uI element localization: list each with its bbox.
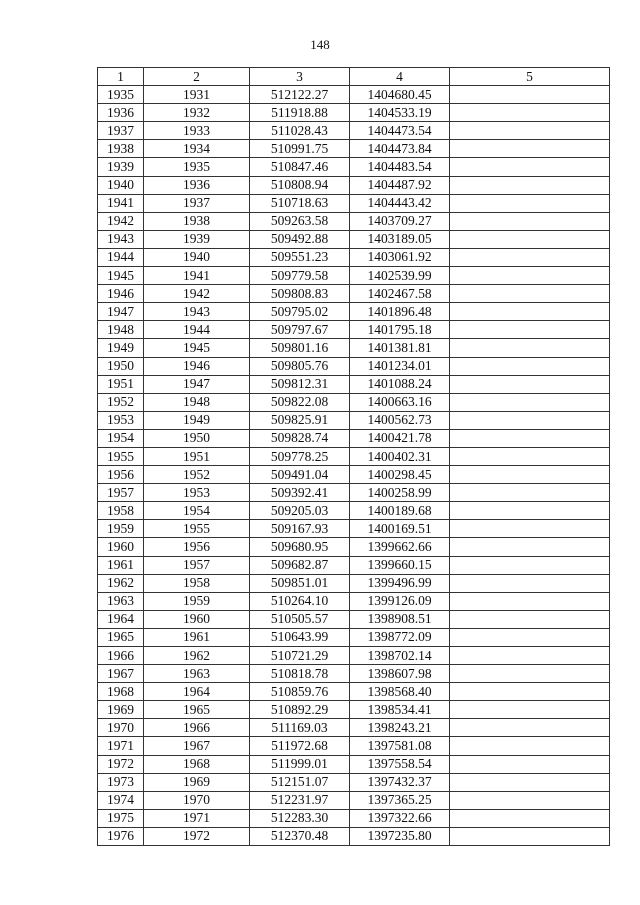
table-cell — [450, 628, 610, 646]
table-cell: 1398607.98 — [350, 665, 450, 683]
table-cell: 1938 — [98, 140, 144, 158]
table-row — [98, 212, 610, 230]
table-cell: 509492.88 — [250, 230, 350, 248]
table-cell — [450, 719, 610, 737]
table-cell — [450, 339, 610, 357]
table-cell — [450, 737, 610, 755]
table-cell — [450, 502, 610, 520]
table-cell: 1404533.19 — [350, 104, 450, 122]
table-cell — [450, 285, 610, 303]
table-cell: 510718.63 — [250, 194, 350, 212]
table-cell: 1944 — [144, 321, 250, 339]
table-cell: 1404680.45 — [350, 86, 450, 104]
table-cell: 1952 — [144, 466, 250, 484]
table-cell: 1972 — [98, 755, 144, 773]
table-cell: 1954 — [98, 429, 144, 447]
table-cell: 1963 — [98, 592, 144, 610]
table-cell: 1949 — [98, 339, 144, 357]
table-cell: 1971 — [98, 737, 144, 755]
table-cell: 511918.88 — [250, 104, 350, 122]
table-cell: 509491.04 — [250, 466, 350, 484]
table-cell: 509795.02 — [250, 303, 350, 321]
table-cell: 1939 — [144, 230, 250, 248]
table-cell: 1962 — [98, 574, 144, 592]
table-row — [98, 285, 610, 303]
table-cell: 1404487.92 — [350, 176, 450, 194]
table-cell: 1934 — [144, 140, 250, 158]
table-row — [98, 86, 610, 104]
table-cell: 1975 — [98, 809, 144, 827]
table-cell: 509805.76 — [250, 357, 350, 375]
table-cell: 1400298.45 — [350, 466, 450, 484]
table-cell: 509205.03 — [250, 502, 350, 520]
table-cell: 1950 — [144, 429, 250, 447]
table-cell: 1404473.54 — [350, 122, 450, 140]
table-cell: 511999.01 — [250, 755, 350, 773]
table-cell: 1397235.80 — [350, 827, 450, 845]
table-row — [98, 647, 610, 665]
table-cell: 1931 — [144, 86, 250, 104]
table-cell: 1940 — [144, 248, 250, 266]
table-cell: 1966 — [144, 719, 250, 737]
table-cell: 1955 — [98, 447, 144, 465]
table-cell — [450, 176, 610, 194]
table-cell: 1954 — [144, 502, 250, 520]
table-cell — [450, 574, 610, 592]
table-cell: 1400663.16 — [350, 393, 450, 411]
table-cell: 1945 — [144, 339, 250, 357]
table-cell: 511169.03 — [250, 719, 350, 737]
table-cell: 1970 — [98, 719, 144, 737]
table-row — [98, 267, 610, 285]
table-cell: 1400189.68 — [350, 502, 450, 520]
table-cell: 1403061.92 — [350, 248, 450, 266]
table-cell: 1397581.08 — [350, 737, 450, 755]
table-cell: 509778.25 — [250, 447, 350, 465]
column-header: 2 — [144, 68, 250, 86]
table-cell: 1399496.99 — [350, 574, 450, 592]
table-row — [98, 375, 610, 393]
table-cell: 1957 — [144, 556, 250, 574]
table-cell — [450, 683, 610, 701]
table-cell — [450, 230, 610, 248]
table-row — [98, 303, 610, 321]
table-cell: 509825.91 — [250, 411, 350, 429]
table-cell: 512151.07 — [250, 773, 350, 791]
table-cell: 509801.16 — [250, 339, 350, 357]
table-cell — [450, 647, 610, 665]
table-cell: 1969 — [98, 701, 144, 719]
table-cell: 1949 — [144, 411, 250, 429]
table-cell: 1947 — [98, 303, 144, 321]
table-cell: 1962 — [144, 647, 250, 665]
table-row — [98, 719, 610, 737]
table-cell: 1945 — [98, 267, 144, 285]
table-cell: 1938 — [144, 212, 250, 230]
table-cell — [450, 375, 610, 393]
table-cell: 1937 — [98, 122, 144, 140]
table-cell: 512283.30 — [250, 809, 350, 827]
table-row — [98, 773, 610, 791]
table-cell: 512122.27 — [250, 86, 350, 104]
table-cell — [450, 212, 610, 230]
table-cell: 1960 — [98, 538, 144, 556]
table-cell — [450, 122, 610, 140]
table-row — [98, 122, 610, 140]
table-cell: 510264.10 — [250, 592, 350, 610]
table-cell: 1963 — [144, 665, 250, 683]
table-cell: 1398702.14 — [350, 647, 450, 665]
table-row — [98, 592, 610, 610]
column-header: 5 — [450, 68, 610, 86]
table-cell: 1946 — [98, 285, 144, 303]
table-cell: 509822.08 — [250, 393, 350, 411]
table-cell: 1961 — [98, 556, 144, 574]
table-row — [98, 447, 610, 465]
table-cell: 1941 — [144, 267, 250, 285]
table-cell: 1953 — [144, 484, 250, 502]
table-cell: 1950 — [98, 357, 144, 375]
table-cell: 1976 — [98, 827, 144, 845]
table-cell: 1397365.25 — [350, 791, 450, 809]
table-row — [98, 574, 610, 592]
table-cell: 1399662.66 — [350, 538, 450, 556]
table-cell: 1401896.48 — [350, 303, 450, 321]
table-cell: 1967 — [144, 737, 250, 755]
table-header — [98, 68, 610, 86]
table-cell: 1397558.54 — [350, 755, 450, 773]
table-cell — [450, 701, 610, 719]
table-cell — [450, 809, 610, 827]
table-cell: 509263.58 — [250, 212, 350, 230]
table-cell — [450, 429, 610, 447]
column-header: 3 — [250, 68, 350, 86]
table-cell: 1933 — [144, 122, 250, 140]
table-cell: 1936 — [144, 176, 250, 194]
table-row — [98, 230, 610, 248]
table-cell: 1958 — [98, 502, 144, 520]
table-cell: 1970 — [144, 791, 250, 809]
column-header: 1 — [98, 68, 144, 86]
table-cell: 1404473.84 — [350, 140, 450, 158]
table-cell: 1402539.99 — [350, 267, 450, 285]
table-cell: 1940 — [98, 176, 144, 194]
table-cell: 1965 — [98, 628, 144, 646]
table-cell: 1937 — [144, 194, 250, 212]
table-cell: 1967 — [98, 665, 144, 683]
table-cell: 1939 — [98, 158, 144, 176]
table-cell: 1971 — [144, 809, 250, 827]
table-row — [98, 158, 610, 176]
coordinates-table — [97, 67, 610, 846]
table-cell — [450, 610, 610, 628]
table-cell — [450, 393, 610, 411]
table-cell: 1959 — [144, 592, 250, 610]
table-cell: 1948 — [144, 393, 250, 411]
table-cell — [450, 665, 610, 683]
table-cell: 510721.29 — [250, 647, 350, 665]
table-cell: 1953 — [98, 411, 144, 429]
table-cell: 509682.87 — [250, 556, 350, 574]
table-cell: 1958 — [144, 574, 250, 592]
table-cell: 509680.95 — [250, 538, 350, 556]
table-cell: 510505.57 — [250, 610, 350, 628]
table-cell — [450, 411, 610, 429]
table-row — [98, 339, 610, 357]
table-cell: 1401234.01 — [350, 357, 450, 375]
table-cell: 1398534.41 — [350, 701, 450, 719]
table-row — [98, 484, 610, 502]
table-cell: 1400562.73 — [350, 411, 450, 429]
table-cell: 1943 — [98, 230, 144, 248]
table-cell: 1404483.54 — [350, 158, 450, 176]
table-cell: 1956 — [144, 538, 250, 556]
table-cell: 1398908.51 — [350, 610, 450, 628]
table-row — [98, 683, 610, 701]
table-row — [98, 194, 610, 212]
table-cell — [450, 194, 610, 212]
table-cell: 510991.75 — [250, 140, 350, 158]
table-cell: 1966 — [98, 647, 144, 665]
table-cell — [450, 321, 610, 339]
table-row — [98, 556, 610, 574]
table-cell: 1400402.31 — [350, 447, 450, 465]
table-cell: 1964 — [144, 683, 250, 701]
table-cell: 509797.67 — [250, 321, 350, 339]
table-cell: 1935 — [144, 158, 250, 176]
table-row — [98, 755, 610, 773]
table-cell: 1397322.66 — [350, 809, 450, 827]
table-cell: 511028.43 — [250, 122, 350, 140]
table-cell: 510859.76 — [250, 683, 350, 701]
table-body — [98, 86, 610, 846]
table-cell — [450, 827, 610, 845]
table-cell: 1401795.18 — [350, 321, 450, 339]
table-cell — [450, 755, 610, 773]
table-cell — [450, 773, 610, 791]
table-cell: 1941 — [98, 194, 144, 212]
table-cell: 1932 — [144, 104, 250, 122]
table-cell: 1400169.51 — [350, 520, 450, 538]
table-row — [98, 791, 610, 809]
table-cell: 510643.99 — [250, 628, 350, 646]
table-cell: 1956 — [98, 466, 144, 484]
table-cell: 1964 — [98, 610, 144, 628]
table-row — [98, 140, 610, 158]
table-cell: 1398243.21 — [350, 719, 450, 737]
table-cell: 509167.93 — [250, 520, 350, 538]
table-row — [98, 357, 610, 375]
table-row — [98, 610, 610, 628]
table-cell: 1946 — [144, 357, 250, 375]
table-cell: 1957 — [98, 484, 144, 502]
table-row — [98, 104, 610, 122]
table-cell: 509851.01 — [250, 574, 350, 592]
table-cell: 1399660.15 — [350, 556, 450, 574]
table-cell: 512231.97 — [250, 791, 350, 809]
table-cell — [450, 158, 610, 176]
table-cell — [450, 520, 610, 538]
table-cell: 512370.48 — [250, 827, 350, 845]
table-cell: 1942 — [144, 285, 250, 303]
table-cell: 1952 — [98, 393, 144, 411]
table-cell: 1972 — [144, 827, 250, 845]
table-row — [98, 520, 610, 538]
table-row — [98, 248, 610, 266]
table-cell: 1951 — [144, 447, 250, 465]
table-row — [98, 502, 610, 520]
table-row — [98, 321, 610, 339]
table-cell: 1968 — [98, 683, 144, 701]
table-cell: 509551.23 — [250, 248, 350, 266]
table-cell: 509828.74 — [250, 429, 350, 447]
header-row — [98, 68, 610, 86]
table-row — [98, 538, 610, 556]
page-number: 148 — [310, 37, 330, 52]
table-cell — [450, 447, 610, 465]
table-cell: 1399126.09 — [350, 592, 450, 610]
table-cell: 1974 — [98, 791, 144, 809]
table-cell: 1969 — [144, 773, 250, 791]
table-row — [98, 701, 610, 719]
table-row — [98, 827, 610, 845]
table-cell — [450, 592, 610, 610]
table-cell — [450, 791, 610, 809]
table-row — [98, 393, 610, 411]
table-cell — [450, 538, 610, 556]
table-cell: 509779.58 — [250, 267, 350, 285]
table-cell: 1947 — [144, 375, 250, 393]
table-cell: 1968 — [144, 755, 250, 773]
table-cell: 509392.41 — [250, 484, 350, 502]
table-cell: 1951 — [98, 375, 144, 393]
table-row — [98, 429, 610, 447]
table-cell — [450, 466, 610, 484]
table-row — [98, 665, 610, 683]
table-cell — [450, 484, 610, 502]
table-cell: 1943 — [144, 303, 250, 321]
table-cell: 510818.78 — [250, 665, 350, 683]
table-cell — [450, 556, 610, 574]
table-cell: 1973 — [98, 773, 144, 791]
table-cell — [450, 357, 610, 375]
table-cell: 1965 — [144, 701, 250, 719]
table-cell: 510847.46 — [250, 158, 350, 176]
table-cell — [450, 248, 610, 266]
table-cell: 1961 — [144, 628, 250, 646]
table-row — [98, 176, 610, 194]
table-cell: 1936 — [98, 104, 144, 122]
table-cell: 1398772.09 — [350, 628, 450, 646]
table-cell: 511972.68 — [250, 737, 350, 755]
table-cell: 1942 — [98, 212, 144, 230]
table-cell — [450, 303, 610, 321]
table-row — [98, 466, 610, 484]
table-cell — [450, 140, 610, 158]
table-cell: 1400421.78 — [350, 429, 450, 447]
table-cell — [450, 86, 610, 104]
table-row — [98, 737, 610, 755]
table-cell: 1948 — [98, 321, 144, 339]
column-header: 4 — [350, 68, 450, 86]
table-cell: 1935 — [98, 86, 144, 104]
table-cell: 1402467.58 — [350, 285, 450, 303]
table-row — [98, 411, 610, 429]
table-cell: 1404443.42 — [350, 194, 450, 212]
table-cell: 510808.94 — [250, 176, 350, 194]
table-cell: 1960 — [144, 610, 250, 628]
table-cell: 509808.83 — [250, 285, 350, 303]
table-cell: 1401088.24 — [350, 375, 450, 393]
table-cell: 509812.31 — [250, 375, 350, 393]
table-cell: 1397432.37 — [350, 773, 450, 791]
table-row — [98, 809, 610, 827]
table-cell: 1959 — [98, 520, 144, 538]
table-cell — [450, 104, 610, 122]
table-cell: 1401381.81 — [350, 339, 450, 357]
table-cell: 1955 — [144, 520, 250, 538]
table-cell: 1403709.27 — [350, 212, 450, 230]
table-cell: 1400258.99 — [350, 484, 450, 502]
table-cell: 1398568.40 — [350, 683, 450, 701]
table-cell: 510892.29 — [250, 701, 350, 719]
table-cell: 1944 — [98, 248, 144, 266]
table-row — [98, 628, 610, 646]
table-cell — [450, 267, 610, 285]
table-cell: 1403189.05 — [350, 230, 450, 248]
